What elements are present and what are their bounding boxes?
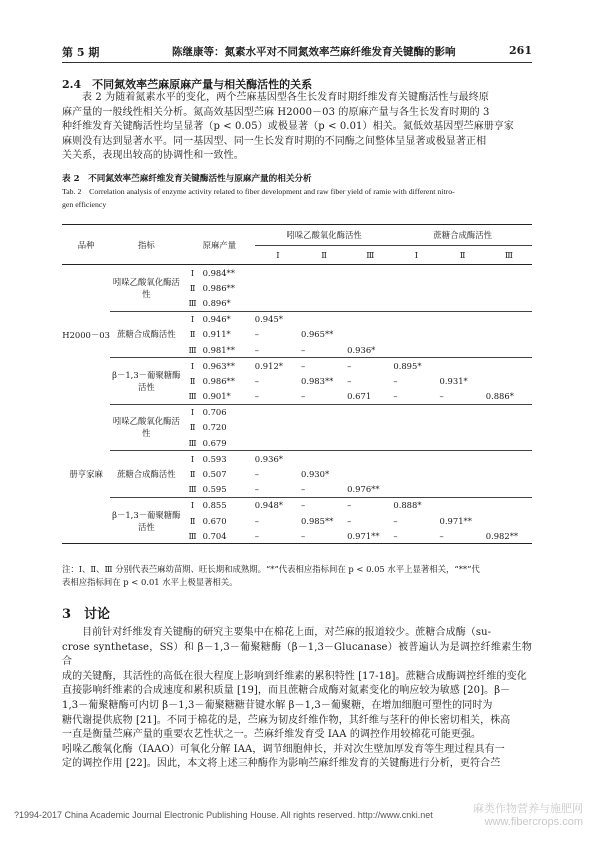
ss-cell: [486, 280, 532, 295]
section-2-4-line: 种纤维发育关键酶活性均呈显著（p < 0.05）或极显著（p < 0.01）相关。氮低效基因型苎麻册亨家: [62, 121, 515, 133]
iaao-cell: –: [301, 528, 347, 544]
iaao-cell: –: [301, 389, 347, 405]
ss-cell: [440, 497, 486, 513]
ss-cell: [393, 482, 439, 498]
section-2-4-line: 麻产量的一般线性相关分析。氮高效基因型苎麻 H2000－03 的原麻产量与各生长发育时期的 3: [62, 106, 490, 118]
ss-cell: [440, 327, 486, 342]
ss-cell: [440, 358, 486, 374]
iaao-cell: 0.948*: [254, 500, 283, 511]
yield-cell: 0.946*: [202, 314, 231, 325]
table-row: [62, 451, 532, 467]
index-cell: 蔗糖合成酶活性: [110, 311, 182, 358]
ss-cell: 0.971**: [439, 515, 472, 526]
ss-cell: [393, 280, 439, 295]
iaao-cell: –: [255, 528, 301, 544]
ss-cell: [440, 311, 486, 327]
section-3-line: 成的关键酶，其活性的高低在很大程度上影响到纤维素的累积特性 [17-18]。蔗糖合成酶调控纤维的变化: [62, 670, 527, 682]
iaao-cell: –: [300, 500, 306, 511]
iaao-cell: [347, 295, 393, 311]
header-stage-blank: [183, 225, 203, 265]
ss-cell: [486, 373, 532, 388]
stage-cell: Ⅲ: [183, 389, 203, 405]
stage-cell: Ⅰ: [190, 360, 195, 371]
stage-cell: Ⅱ: [189, 515, 196, 526]
ss-cell: 0.982**: [486, 528, 532, 544]
ss-cell: [486, 404, 532, 420]
ss-cell: [440, 295, 486, 311]
yield-cell: 0.901*: [203, 389, 255, 405]
table-body: [62, 265, 532, 544]
yield-cell: 0.595: [203, 482, 255, 498]
iaao-cell: –: [255, 342, 301, 358]
ss-cell: –: [393, 375, 398, 386]
section-2-4-line: 麻则没有达到显著水平。同一基因型、同一生长发育时期的不同酶之间整体呈显著或极显著正相: [62, 135, 487, 147]
iaao-cell: [347, 311, 393, 327]
yield-cell: 0.855: [202, 500, 227, 511]
iaao-cell: [255, 435, 301, 451]
iaao-cell: –: [301, 482, 347, 498]
section-2-4-line: 关关系，表现出较高的协调性和一致性。: [62, 150, 244, 162]
issue-number: 第 5 期: [62, 46, 100, 59]
iaao-cell: –: [254, 469, 259, 480]
stage-cell: Ⅲ: [183, 435, 203, 451]
section-3-line: 吲哚乙酸氧化酶（IAAO）可氧化分解 IAA，调节细胞伸长，并对次生壁加厚发育等生理过程具有一: [62, 743, 505, 755]
ss-cell: [486, 420, 532, 435]
ss-cell: [486, 311, 532, 327]
ss-cell: [393, 466, 439, 481]
yield-cell: 0.704: [203, 528, 255, 544]
ss-cell: [486, 342, 532, 358]
ss-cell: [393, 420, 439, 435]
stage-cell: Ⅱ: [189, 329, 196, 340]
header-ss: 蔗糖合成酶活性: [393, 225, 532, 246]
iaao-cell: [347, 420, 393, 435]
section-3-line: crose synthetase，SS）和 β－1,3－葡聚糖酶（β－1,3－Glucanase）被普遍认为是调控纤维素生物合: [62, 641, 532, 668]
iaao-cell: –: [300, 360, 306, 371]
header-iaao-stage-3: Ⅲ: [366, 250, 375, 260]
ss-cell: [393, 295, 439, 311]
watermark-line: 麻类作物营养与施肥网: [473, 803, 583, 815]
iaao-cell: 0.936*: [347, 342, 393, 358]
watermark-line: www.fibercrops.com: [484, 816, 583, 828]
stage-cell: Ⅰ: [190, 453, 195, 464]
iaao-cell: –: [255, 482, 301, 498]
iaao-cell: 0.971**: [347, 528, 393, 544]
ss-cell: 0.888*: [393, 500, 422, 511]
iaao-cell: –: [347, 360, 352, 371]
iaao-cell: [301, 295, 347, 311]
iaao-cell: 0.930*: [300, 469, 330, 480]
iaao-cell: [347, 265, 393, 281]
stage-cell: Ⅰ: [190, 314, 195, 325]
ss-cell: [486, 327, 532, 342]
stage-cell: Ⅱ: [189, 422, 196, 433]
ss-cell: [486, 435, 532, 451]
ss-cell: [486, 497, 532, 513]
section-3-line: 定的调控作用 [22]。因此，本文将上述三种酶作为影响苎麻纤维发育的关键酶进行分析，更符合苎: [62, 758, 501, 770]
iaao-cell: [347, 404, 393, 420]
header-iaao-stage-2: Ⅱ: [321, 250, 327, 260]
table-2-caption-en-line: gen efficiency: [62, 199, 107, 209]
yield-cell: 0.911*: [202, 329, 231, 340]
footnote-line: 表相应指标间在 p < 0.01 水平上极显著相关。: [62, 576, 238, 587]
iaao-cell: 0.965**: [300, 329, 334, 340]
table-row: [62, 358, 532, 374]
yield-cell: 0.896*: [203, 295, 255, 311]
ss-cell: [393, 451, 439, 467]
ss-cell: [486, 482, 532, 498]
yield-cell: 0.507: [202, 469, 227, 480]
section-2-4-body: [62, 91, 532, 164]
stage-cell: Ⅲ: [183, 528, 203, 544]
table-row: [62, 404, 532, 420]
ss-cell: [486, 451, 532, 467]
iaao-cell: 0.983**: [300, 375, 334, 386]
iaao-cell: –: [347, 500, 352, 511]
header-ss-stage-2: Ⅱ: [459, 250, 466, 260]
section-3-body: [62, 626, 532, 772]
iaao-cell: [301, 265, 347, 281]
site-watermark: [473, 800, 583, 828]
yield-cell: 0.679: [203, 435, 255, 451]
iaao-cell: 0.976**: [347, 482, 393, 498]
ss-cell: [486, 295, 532, 311]
iaao-cell: [255, 295, 301, 311]
yield-cell: 0.986**: [202, 282, 235, 293]
yield-cell: 0.981**: [203, 342, 255, 358]
iaao-cell: –: [254, 329, 259, 340]
iaao-cell: –: [254, 375, 259, 386]
stage-cell: Ⅲ: [183, 342, 203, 358]
header-iaao: 吲哚乙酸氧化酶活性: [255, 225, 394, 246]
ss-cell: [486, 265, 532, 281]
iaao-cell: [255, 404, 301, 420]
ss-cell: [393, 435, 439, 451]
iaao-cell: –: [254, 515, 259, 526]
iaao-cell: [301, 451, 347, 467]
footnote-line: 注：Ⅰ、Ⅱ、Ⅲ 分别代表苎麻幼苗期、旺长期和成熟期。“*”代表相应指标间在 p < 0.05 水平上显著相关，“**”代: [62, 564, 480, 574]
header-ss-stage-3: Ⅲ: [504, 250, 513, 260]
variety-cell: 册亨家麻: [62, 404, 110, 544]
table-row: [62, 497, 532, 513]
yield-cell: 0.706: [202, 407, 227, 418]
copyright-footer: ?1994-2017 China Academic Journal Electronic Publishing House. All rights reserved. http://www.cnki.net: [14, 810, 433, 820]
ss-cell: [393, 404, 439, 420]
index-cell: 吲哚乙酸氧化酶活性: [110, 265, 182, 312]
ss-cell: [440, 435, 486, 451]
ss-cell: [393, 327, 439, 342]
iaao-cell: 0.936*: [254, 453, 283, 464]
ss-cell: –: [440, 389, 486, 405]
ss-cell: –: [393, 528, 439, 544]
iaao-cell: [255, 420, 301, 435]
yield-cell: 0.720: [202, 422, 227, 433]
header-index: 指标: [110, 225, 182, 265]
running-header: [62, 42, 532, 63]
table-2-footnote: [62, 563, 532, 588]
table-2-caption-cn: 表 2 不同氮效率苎麻纤维发育关键酶活性与原麻产量的相关分析: [62, 174, 312, 184]
yield-cell: 0.986**: [202, 375, 235, 386]
ss-cell: [440, 420, 486, 435]
page-number: 261: [509, 44, 532, 57]
correlation-table: [62, 224, 532, 544]
iaao-cell: [255, 265, 301, 281]
ss-cell: –: [393, 389, 439, 405]
stage-cell: Ⅱ: [189, 282, 196, 293]
ss-cell: [393, 342, 439, 358]
ss-cell: 0.895*: [393, 360, 422, 371]
iaao-cell: –: [255, 389, 301, 405]
header-iaao-stage-1: Ⅰ: [276, 250, 280, 260]
header-ss-stage-1: Ⅰ: [414, 250, 419, 260]
ss-cell: –: [440, 528, 486, 544]
ss-cell: –: [393, 515, 398, 526]
header-variety: 品种: [62, 225, 110, 265]
ss-cell: [440, 482, 486, 498]
stage-cell: Ⅲ: [183, 295, 203, 311]
yield-cell: 0.963**: [202, 360, 235, 371]
iaao-cell: –: [347, 375, 352, 386]
iaao-cell: [301, 435, 347, 451]
section-3-line: 目前针对纤维发育关键酶的研究主要集中在棉花上面，对苎麻的报道较少。蔗糖合成酶（su-: [82, 627, 492, 638]
stage-cell: Ⅰ: [190, 500, 195, 511]
header-yield: 原麻产量: [203, 225, 255, 265]
ss-cell: [393, 311, 439, 327]
stage-cell: Ⅱ: [189, 469, 196, 480]
iaao-cell: –: [301, 342, 347, 358]
ss-cell: [486, 466, 532, 481]
table-2-caption-en: [62, 186, 532, 211]
iaao-cell: 0.912*: [254, 360, 283, 371]
index-cell: 吲哚乙酸氧化酶活性: [110, 404, 182, 451]
yield-cell: 0.593: [202, 453, 227, 464]
iaao-cell: 0.671: [347, 389, 393, 405]
iaao-cell: [301, 280, 347, 295]
iaao-cell: 0.945*: [254, 314, 283, 325]
ss-cell: 0.886*: [486, 389, 532, 405]
iaao-cell: –: [347, 515, 352, 526]
index-cell: β－1,3－葡聚糖酶活性: [110, 497, 182, 544]
stage-cell: Ⅰ: [190, 407, 195, 418]
iaao-cell: [347, 451, 393, 467]
table-2: [62, 224, 532, 544]
stage-cell: Ⅰ: [190, 267, 195, 278]
iaao-cell: [347, 466, 393, 481]
section-3-line: 一直是衡量苎麻产量的重要农艺性状之一。苎麻纤维发育受 IAA 的调控作用较棉花可能更强。: [62, 729, 482, 741]
section-3-title: 3 讨论: [62, 607, 111, 622]
ss-cell: [486, 513, 532, 528]
running-title: 陈继康等：氮素水平对不同氮效率苎麻纤维发育关键酶的影响: [172, 46, 456, 58]
iaao-cell: [301, 404, 347, 420]
ss-cell: [440, 342, 486, 358]
ss-cell: [440, 280, 486, 295]
section-2-4-line: 表 2 为随着氮素水平的变化，两个苎麻基因型各生长发育时期纤维发育关键酶活性与最终原: [82, 92, 489, 103]
iaao-cell: [347, 327, 393, 342]
ss-cell: [440, 265, 486, 281]
variety-cell: H2000－03: [62, 329, 110, 340]
iaao-cell: [255, 280, 301, 295]
iaao-cell: [347, 280, 393, 295]
section-3-line: 直接影响纤维素的合成速度和累积质量 [19]，而且蔗糖合成酶对氮素变化的响应较为敏感 [20]。β－: [62, 685, 511, 697]
index-cell: 蔗糖合成酶活性: [110, 451, 182, 498]
iaao-cell: [301, 420, 347, 435]
section-3-line: 糖代谢提供底物 [21]。不同于棉花的是，苎麻为韧皮纤维作物，其纤维与茎秆的伸长密切相关，株高: [62, 714, 511, 726]
ss-cell: [486, 358, 532, 374]
index-cell: β－1,3－葡聚糖酶活性: [110, 358, 182, 405]
yield-cell: 0.984**: [202, 267, 235, 278]
ss-cell: 0.931*: [439, 375, 468, 386]
section-3-line: 1,3－葡聚糖酶可内切 β－1,3－葡聚糖糖苷键水解 β－1,3－葡聚糖，在增加细胞可塑性的同时为: [62, 699, 493, 711]
iaao-cell: [301, 311, 347, 327]
stage-cell: Ⅱ: [189, 375, 196, 386]
table-row: [62, 265, 532, 281]
yield-cell: 0.670: [202, 515, 227, 526]
ss-cell: [440, 451, 486, 467]
section-2-4-title: 2.4 不同氮效率苎麻原麻产量与相关酶活性的关系: [62, 78, 313, 91]
ss-cell: [440, 466, 486, 481]
ss-cell: [440, 404, 486, 420]
table-row: [62, 311, 532, 327]
table-2-caption-en-line: Tab. 2 Correlation analysis of enzyme activity related to fiber development and raw fiber yield of ramie with different nitro-: [62, 187, 455, 196]
iaao-cell: [347, 435, 393, 451]
ss-cell: [393, 265, 439, 281]
iaao-cell: 0.985**: [300, 515, 334, 526]
stage-cell: Ⅲ: [183, 482, 203, 498]
